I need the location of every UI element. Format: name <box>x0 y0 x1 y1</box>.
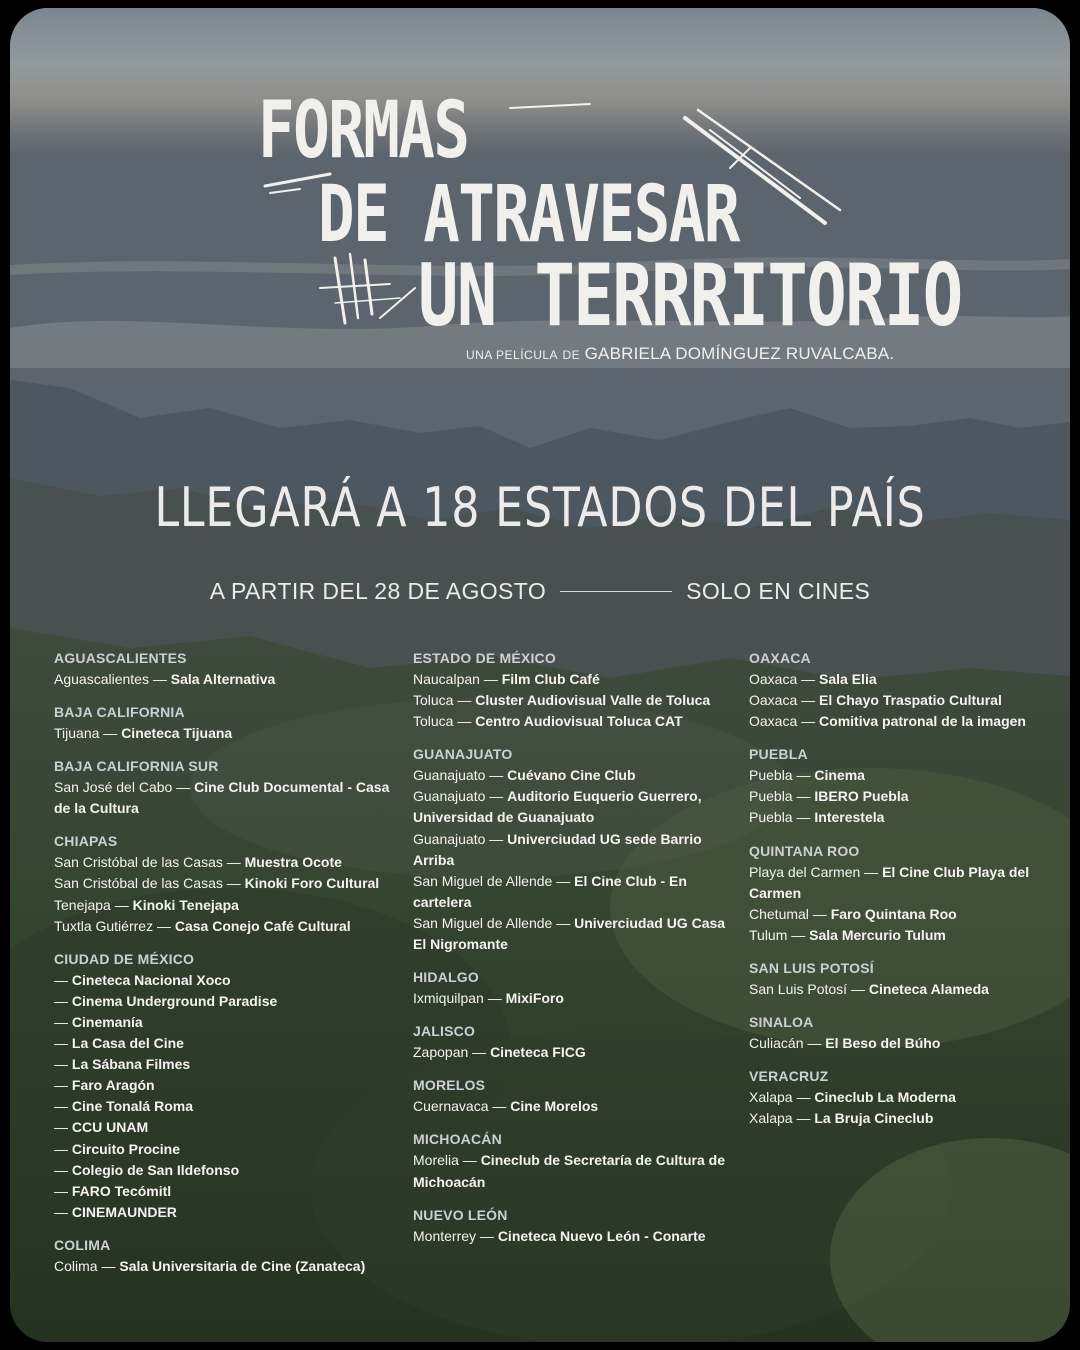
venue-city: — <box>54 1056 72 1073</box>
venue-name: Casa Conejo Café Cultural <box>174 917 351 934</box>
venue-entry <box>54 723 394 744</box>
venue-entry <box>749 904 1059 925</box>
venue-entry <box>413 669 733 690</box>
venue-city: Toluca — <box>413 692 476 709</box>
venue-city: Colima — <box>54 1257 120 1274</box>
venue-entry <box>749 862 1059 904</box>
venue-entry <box>54 991 394 1012</box>
venue-city: Puebla — <box>749 767 815 784</box>
venue-entry <box>413 786 733 828</box>
venue-city: Tulum — <box>749 926 810 943</box>
venue-city: Puebla — <box>749 809 815 826</box>
venue-entry <box>413 1042 733 1063</box>
venue-entry <box>54 1033 394 1054</box>
state-heading: OAXACA <box>749 650 811 666</box>
venue-city: — <box>54 1161 72 1178</box>
credit-prefix: UNA PELÍCULA <box>466 348 559 362</box>
venue-name: Sala Alternativa <box>170 671 276 687</box>
venue-name: Kinoki Tenejapa <box>132 896 239 913</box>
venue-entry <box>54 1181 394 1202</box>
state-heading: CHIAPAS <box>54 833 118 850</box>
venue-entry <box>749 690 1059 711</box>
venue-entry <box>54 1202 394 1223</box>
venue-name: Sala Elia <box>819 671 877 687</box>
venue-entry <box>54 1054 394 1075</box>
venue-city: Xalapa — <box>749 1110 815 1127</box>
venue-entry <box>749 765 1059 786</box>
venue-entry <box>413 988 733 1009</box>
venue-city: Zapopan — <box>413 1044 491 1061</box>
venue-name: Cineteca Alameda <box>868 980 989 997</box>
venue-city: San Cristóbal de las Casas — <box>54 854 245 871</box>
state-heading: SINALOA <box>749 1014 814 1031</box>
venue-entry <box>413 829 733 871</box>
venue-entry <box>54 852 394 873</box>
venue-city: Monterrey — <box>413 1227 498 1244</box>
venue-name: Cine Tonalá Roma <box>71 1098 193 1115</box>
venue-name: Cineteca Nacional Xoco <box>71 971 231 988</box>
venue-name: La Sábana Filmes <box>71 1056 191 1073</box>
venue-name: Colegio de San Ildefonso <box>71 1161 240 1178</box>
title-line-1: FORMAS <box>258 86 469 176</box>
state-heading: BAJA CALIFORNIA <box>54 704 185 721</box>
venue-name: El Cine Club Playa del Carmen <box>749 863 1030 901</box>
venue-city: Aguascalientes — <box>54 671 171 687</box>
venue-city: San Miguel de Allende — <box>413 872 575 889</box>
venue-entry <box>54 669 394 690</box>
state-heading: CIUDAD DE MÉXICO <box>54 950 195 967</box>
venue-column-2 <box>413 648 733 1247</box>
venue-city: Guanajuato — <box>413 830 508 847</box>
state-heading: SAN LUIS POTOSÍ <box>749 959 874 976</box>
venue-city: Guanajuato — <box>413 788 508 805</box>
venue-city: Guanajuato — <box>413 767 508 784</box>
venue-name: Interestela <box>814 809 885 826</box>
headline: LLEGARÁ A 18 ESTADOS DEL PAÍS <box>154 476 926 539</box>
release-dateline <box>10 576 1070 606</box>
state-heading: MORELOS <box>413 1077 486 1094</box>
venue-name: Auditorio Euquerio Guerrero, Universidad de Guanajuato <box>413 788 702 826</box>
venue-city: — <box>54 1119 72 1136</box>
venue-city: — <box>54 1182 72 1199</box>
venue-entry <box>413 1150 733 1192</box>
venue-name: El Chayo Traspatio Cultural <box>819 692 1002 709</box>
state-heading: COLIMA <box>54 1236 111 1253</box>
venue-entry <box>54 1012 394 1033</box>
venue-name: Cluster Audiovisual Valle de Toluca <box>475 692 711 709</box>
venue-name: El Beso del Búho <box>825 1035 941 1052</box>
venue-city: — <box>54 971 72 988</box>
venue-city: San Miguel de Allende — <box>413 914 575 931</box>
venue-name: La Casa del Cine <box>71 1035 184 1052</box>
state-heading: MICHOACÁN <box>413 1131 502 1148</box>
venue-entry <box>413 1226 733 1247</box>
state-heading: NUEVO LEÓN <box>413 1206 508 1223</box>
venue-name: Cineclub La Moderna <box>814 1089 956 1106</box>
venue-name: El Cine Club - En cartelera <box>413 872 687 910</box>
venue-city: San Luis Potosí — <box>749 980 869 997</box>
venue-entry <box>749 786 1059 807</box>
venue-name: Muestra Ocote <box>244 854 342 871</box>
venue-city: Oaxaca — <box>749 671 820 687</box>
venue-city: Tuxtla Gutiérrez — <box>54 917 175 934</box>
state-heading: ESTADO DE MÉXICO <box>413 650 556 666</box>
venue-name: Cineteca Nuevo León - Conarte <box>497 1227 706 1244</box>
poster <box>10 8 1070 1342</box>
venue-city: Tenejapa — <box>54 896 133 913</box>
venue-entry <box>54 777 394 819</box>
venue-name: FARO Tecómitl <box>71 1182 172 1199</box>
venue-name: Sala Universitaria de Cine (Zanateca) <box>119 1257 366 1274</box>
venue-name: Circuito Procine <box>71 1140 181 1157</box>
venue-name: Kinoki Foro Cultural <box>244 875 380 892</box>
venue-name: Faro Quintana Roo <box>830 905 957 922</box>
venue-city: Tijuana — <box>54 725 122 742</box>
venue-name: Comitiva patronal de la imagen <box>819 713 1026 730</box>
venue-entry <box>54 1139 394 1160</box>
venue-city: — <box>54 1013 72 1030</box>
venue-entry <box>413 765 733 786</box>
venue-name: Cuévano Cine Club <box>507 767 636 784</box>
venue-name: Faro Aragón <box>71 1077 155 1094</box>
venue-entry <box>54 1160 394 1181</box>
venue-name: Cinema <box>814 767 865 784</box>
venue-name: Univerciudad UG sede Barrio Arriba <box>413 830 702 868</box>
venue-city: Culiacán — <box>749 1035 826 1052</box>
venue-name: Cinemanía <box>71 1013 143 1030</box>
venue-entry <box>413 711 733 732</box>
venue-city: Oaxaca — <box>749 713 820 730</box>
venue-city: Ixmiquilpan — <box>413 990 506 1007</box>
venue-name: Film Club Café <box>501 671 600 687</box>
venue-city: San Cristóbal de las Casas — <box>54 875 245 892</box>
venue-city: Xalapa — <box>749 1089 815 1106</box>
venue-name: Cineteca Tijuana <box>121 725 233 742</box>
venue-entry <box>749 1033 1059 1054</box>
venue-name: CCU UNAM <box>71 1119 149 1136</box>
venue-city: — <box>54 1035 72 1052</box>
venue-entry <box>749 979 1059 1000</box>
venue-city: Chetumal — <box>749 905 831 922</box>
venue-city: — <box>54 1098 72 1115</box>
venue-entry <box>54 916 394 937</box>
venue-entry <box>54 1096 394 1117</box>
venue-city: — <box>54 992 72 1009</box>
venue-entry <box>54 873 394 894</box>
venue-name: CINEMAUNDER <box>71 1203 177 1220</box>
venue-name: Univerciudad UG Casa El Nigromante <box>413 914 726 953</box>
venue-name: Sala Mercurio Tulum <box>809 926 946 943</box>
venue-entry <box>413 690 733 711</box>
dateline-divider <box>560 591 672 592</box>
venue-city: Playa del Carmen — <box>749 863 883 880</box>
venue-column-3 <box>749 648 1059 1129</box>
venue-city: Oaxaca — <box>749 692 820 709</box>
venue-name: Centro Audiovisual Toluca CAT <box>475 713 683 730</box>
venue-entry <box>54 895 394 916</box>
venue-entry <box>54 1117 394 1138</box>
credit-director-name: GABRIELA DOMÍNGUEZ RUVALCABA. <box>584 344 895 363</box>
state-heading: HIDALGO <box>413 969 479 986</box>
venue-entry <box>413 913 733 955</box>
venue-entry <box>749 669 1059 690</box>
venue-name: Cine Club Documental - Casa de la Cultura <box>54 779 390 817</box>
venue-city: — <box>54 1077 72 1094</box>
venue-city: Naucalpan — <box>413 671 502 687</box>
venue-entry <box>749 925 1059 946</box>
venue-city: Puebla — <box>749 788 815 805</box>
venue-entry <box>749 1087 1059 1108</box>
credit-de: DE <box>562 348 581 362</box>
venue-entry <box>413 1096 733 1117</box>
venue-entry <box>749 1108 1059 1129</box>
venue-name: Cineclub de Secretaría de Cultura de Michoacán <box>413 1152 725 1190</box>
venue-city: Cuernavaca — <box>413 1098 511 1115</box>
venue-entry <box>54 970 394 991</box>
scratch-marks-decoration <box>240 78 860 378</box>
director-credit <box>466 344 894 364</box>
state-heading: AGUASCALIENTES <box>54 650 187 666</box>
venue-entry <box>54 1075 394 1096</box>
state-heading: GUANAJUATO <box>413 746 513 763</box>
state-heading: VERACRUZ <box>749 1068 829 1085</box>
title-line-2: DE ATRAVESAR <box>318 170 739 260</box>
venue-entry <box>54 1256 394 1277</box>
venue-name: Cine Morelos <box>510 1098 599 1115</box>
venue-city: Morelia — <box>413 1152 481 1169</box>
release-date-text: A PARTIR DEL 28 DE AGOSTO <box>209 577 547 604</box>
venue-city: — <box>54 1140 72 1157</box>
venue-name: Cinema Underground Paradise <box>71 992 278 1009</box>
state-heading: PUEBLA <box>749 746 808 763</box>
film-title <box>240 78 962 378</box>
release-cinemas-text: SOLO EN CINES <box>686 577 871 604</box>
venue-name: Cineteca FICG <box>490 1044 586 1061</box>
venue-entry <box>749 807 1059 828</box>
state-heading: BAJA CALIFORNIA SUR <box>54 758 219 775</box>
venue-name: IBERO Puebla <box>814 788 909 805</box>
state-heading: QUINTANA ROO <box>749 842 860 859</box>
venue-city: San José del Cabo — <box>54 779 195 796</box>
state-heading: JALISCO <box>413 1023 476 1040</box>
venue-entry <box>413 871 733 913</box>
venue-name: MixiForo <box>505 990 564 1007</box>
venue-city: Toluca — <box>413 713 476 730</box>
venue-column-1 <box>54 648 394 1277</box>
venue-name: La Bruja Cineclub <box>814 1110 934 1127</box>
venue-entry <box>749 711 1059 732</box>
venue-city: — <box>54 1203 72 1220</box>
title-line-3: UN TERRRITORIO <box>418 246 962 346</box>
